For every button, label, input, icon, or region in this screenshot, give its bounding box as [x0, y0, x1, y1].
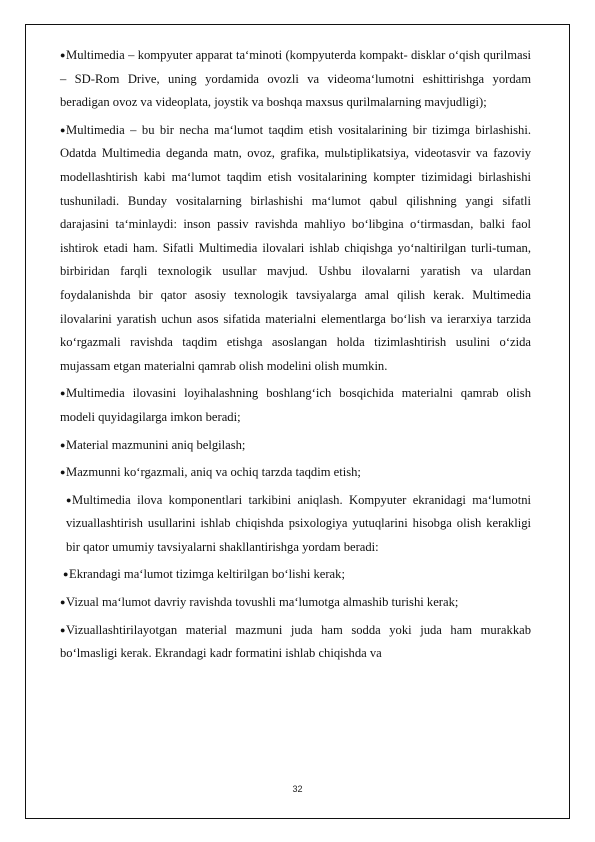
paragraph-text: Multimedia – bu bir necha ma‘lumot taqdim etish vositalarining bir tizimga birlashishi. Odatda Multimedia deganda matn, ovoz, grafika, mulьtiplikatsiya, videotasvir va fazoviy modellashtirish kabi ma‘lumot taqdim etish vositalarining kompter tizimidagi birlashishi tushuniladi. Bunday vositalarning birlashishi ma‘lumot qabul qilishning yangi sifatli darajasini ta‘minlaydi: inson passiv ravishda mahliyo bo‘libgina o‘tirmasdan, balki faol ishtirok etadi ham. Sifatli Multimedia ilovalari ishlab chiqishga yo‘naltirilgan turli-tuman, birbiridan farqli texnologik usullar mavjud. Ushbu ilovalarni yaratish va ulardan foydalanishda bir qator asosiy texnologik tavsiyalarga amal qilish kerak. Multimedia ilovalarini yaratish uchun asos sifatida materialni elementlarga bo‘lish va ierarxiya tarzida ko‘rgazmali ravishda taqdim etishga asoslangan holda tizimlashtirish usulini o‘zida mujassam etgan materialni qamrab olish modelini olish mumkin.	[60, 122, 531, 373]
paragraph-text: Vizual ma‘lumot davriy ravishda tovushli ma‘lumotga almashib turishi kerak;	[66, 595, 459, 610]
bullet-paragraph	[60, 44, 531, 115]
bullet-paragraph	[60, 563, 531, 587]
bullet-paragraph	[60, 619, 531, 666]
bullet-paragraph	[60, 382, 531, 429]
bullet-paragraph	[60, 119, 531, 379]
bullet-icon: ●	[60, 388, 66, 399]
bullet-icon: ●	[60, 439, 66, 450]
document-body	[60, 44, 531, 670]
bullet-icon: ●	[66, 494, 72, 505]
bullet-icon: ●	[60, 597, 66, 608]
page-number: 32	[292, 784, 303, 794]
paragraph-text: Multimedia – kompyuter apparat ta‘minoti (kompyuterda kompakt- disklar o‘qish qurilmasi – SD-Rom Drive, uning yordamida ovozli va videoma‘lumotni eshittirishga yordam beradigan ovoz va videoplata, joystik va boshqa maxsus qurilmalarning mavjudligi);	[60, 48, 531, 110]
paragraph-text: Multimedia ilova komponentlari tarkibini aniqlash. Kompyuter ekranidagi ma‘lumotni vizuallashtirish usullarini ishlab chiqishda psixologiya yutuqlarini hisobga olish kerakligi bir qator umumiy tavsiyalarni shakllantirishga yordam beradi:	[66, 492, 531, 554]
bullet-paragraph	[60, 461, 531, 485]
paragraph-text: Ekrandagi ma‘lumot tizimga keltirilgan bo‘lishi kerak;	[69, 567, 345, 582]
bullet-icon: ●	[60, 467, 66, 478]
bullet-icon: ●	[60, 624, 66, 635]
paragraph-text: Mazmunni ko‘rgazmali, aniq va ochiq tarzda taqdim etish;	[66, 465, 361, 480]
paragraph-text: Multimedia ilovasini loyihalashning boshlang‘ich bosqichida materialni qamrab olish modeli quyidagilarga imkon beradi;	[60, 386, 531, 424]
bullet-paragraph	[60, 591, 531, 615]
paragraph-text: Material mazmunini aniq belgilash;	[66, 437, 246, 452]
paragraph-text: Vizuallashtirilayotgan material mazmuni juda ham sodda yoki juda ham murakkab bo‘lmasligi kerak. Ekrandagi kadr formatini ishlab chiqishda va	[60, 622, 531, 661]
bullet-icon: ●	[60, 50, 66, 60]
bullet-icon: ●	[63, 569, 69, 580]
bullet-icon: ●	[60, 124, 66, 135]
bullet-paragraph	[60, 489, 531, 560]
bullet-paragraph	[60, 434, 531, 458]
